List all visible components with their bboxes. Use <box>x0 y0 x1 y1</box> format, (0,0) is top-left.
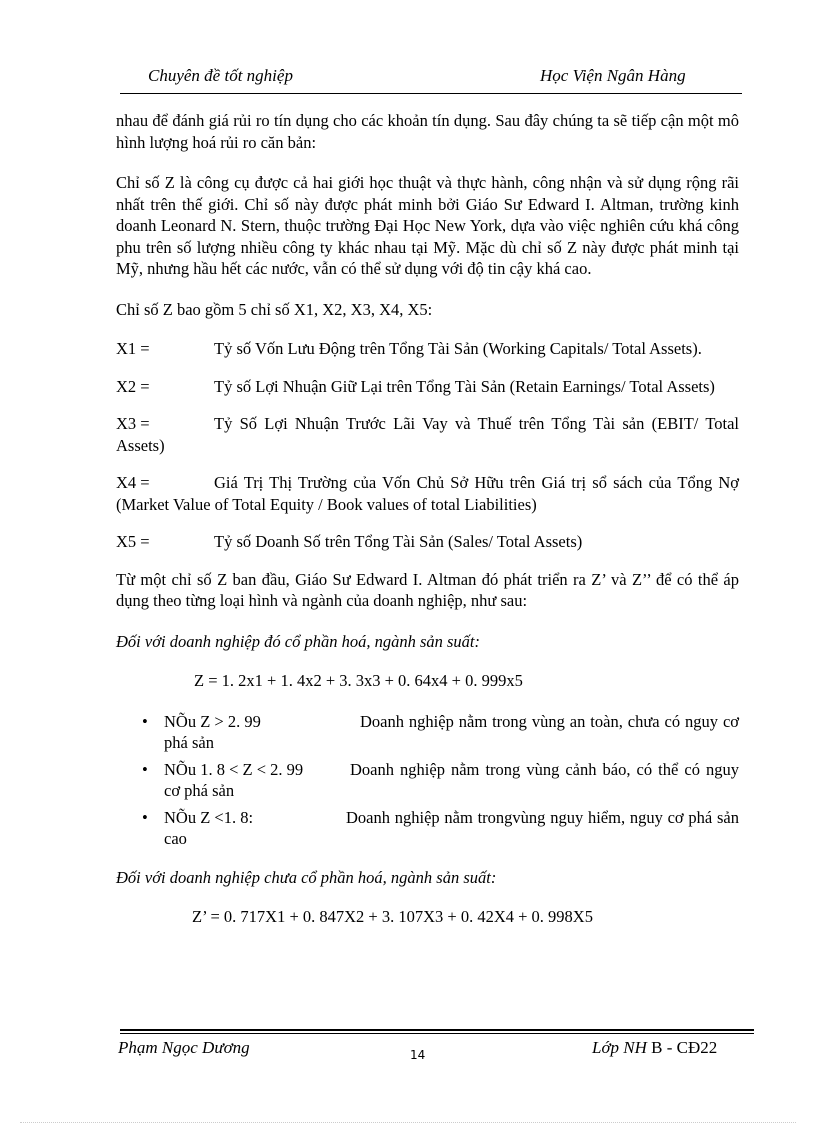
bullet-icon: • <box>142 711 148 731</box>
condition-result: Doanh nghiệp nằm trongvùng nguy hiểm, nguy cơ phá sản cao <box>164 807 739 848</box>
list-item <box>142 711 739 754</box>
definition-x2 <box>116 376 739 398</box>
section-heading-equitized: Đối với doanh nghiệp đó cổ phần hoá, ngành sản suất: <box>116 631 480 651</box>
header-left-title: Chuyên đề tốt nghiệp <box>148 66 293 85</box>
definition-text: Tỷ số Doanh Số trên Tổng Tài Sản (Sales/ Total Assets) <box>214 532 583 551</box>
formula-z-prime: Z’ = 0. 717X1 + 0. 847X2 + 3. 107X3 + 0. 42X4 + 0. 998X5 <box>192 907 593 926</box>
footer-rule-thin <box>120 1033 754 1034</box>
definition-label: X1 = <box>116 339 150 358</box>
header-rule <box>120 93 742 94</box>
list-item <box>142 807 739 850</box>
definition-x5 <box>116 531 739 553</box>
condition-result: Doanh nghiệp nằm trong vùng an toàn, chưa có nguy cơ phá sản <box>164 711 739 752</box>
page-number: 14 <box>410 1048 426 1062</box>
definition-x3 <box>116 413 739 456</box>
footer-class-prefix: Lớp NH <box>592 1038 647 1057</box>
footer-author: Phạm Ngọc Dương <box>118 1038 250 1057</box>
condition-result: Doanh nghiệp nằm trong vùng cảnh báo, có thể có nguy cơ phá sản <box>164 759 739 800</box>
definition-label: X3 = <box>116 414 150 433</box>
condition: NÕu 1. 8 < Z < 2. 99 <box>164 759 304 779</box>
paragraph-variants: Từ một chỉ số Z ban đầu, Giáo Sư Edward I. Altman đó phát triển ra Z’ và Z’’ để có thể áp dụng theo từng loại hình và ngành của doanh nghiệp, như sau: <box>116 569 739 610</box>
definition-text: Tỷ Số Lợi Nhuận Trước Lãi Vay và Thuế trên Tổng Tài sản (EBIT/ Total Assets) <box>116 414 739 455</box>
header-right-title: Học Viện Ngân Hàng <box>540 66 686 85</box>
document-body <box>116 110 739 947</box>
definition-text: Tỷ số Lợi Nhuận Giữ Lại trên Tổng Tài Sản (Retain Earnings/ Total Assets) <box>214 376 715 396</box>
bullet-icon: • <box>142 759 148 779</box>
definition-label: X5 = <box>116 532 150 551</box>
footer-class <box>592 1038 717 1058</box>
definition-text: Tỷ số Vốn Lưu Động trên Tổng Tài Sản (Working Capitals/ Total Assets). <box>214 339 702 358</box>
condition: NÕu Z > 2. 99 <box>164 711 261 731</box>
z-threshold-list <box>116 711 739 850</box>
definition-label: X2 = <box>116 376 150 396</box>
definition-x4 <box>116 472 739 515</box>
definition-text: Giá Trị Thị Trường của Vốn Chủ Sở Hữu trên Giá trị sổ sách của Tổng Nợ (Market Value of Total Equity / Book values of total Liabilities) <box>116 473 739 514</box>
bullet-icon: • <box>142 807 148 827</box>
footer-class-suffix: B - CĐ22 <box>651 1038 718 1057</box>
definition-label: X4 = <box>116 473 150 492</box>
paragraph-intro: nhau để đánh giá rủi ro tín dụng cho các khoản tín dụng. Sau đây chúng ta sẽ tiếp cận một mô hình lượng hoá rủi ro căn bản: <box>116 111 739 152</box>
footer-rule-thick <box>120 1029 754 1031</box>
formula-z: Z = 1. 2x1 + 1. 4x2 + 3. 3x3 + 0. 64x4 + 0. 999x5 <box>194 671 523 690</box>
list-item <box>142 759 739 802</box>
definition-x1 <box>116 338 739 360</box>
condition: NÕu Z <1. 8: <box>164 807 254 827</box>
section-heading-non-equitized: Đối với doanh nghiệp chưa cổ phần hoá, ngành sản suất: <box>116 867 497 887</box>
paragraph-components: Chỉ số Z bao gồm 5 chỉ số X1, X2, X3, X4, X5: <box>116 299 433 319</box>
paragraph-z-score: Chỉ số Z là công cụ được cả hai giới học thuật và thực hành, công nhận và sử dụng rộng rãi nhất trên thế giới. Chỉ số này được phát minh bởi Giáo Sư Edward I. Altman, trường kinh doanh Leonard N. Stern, thuộc trường Đại Học New York, dựa vào việc nghiên cứu khá công phu trên số lượng nhiều công ty khác nhau tại Mỹ. Mặc dù chỉ số Z này được phát minh tại Mỹ, nhưng hầu hết các nước, vẫn có thể sử dụng với độ tin cậy khá cao. <box>116 173 739 278</box>
